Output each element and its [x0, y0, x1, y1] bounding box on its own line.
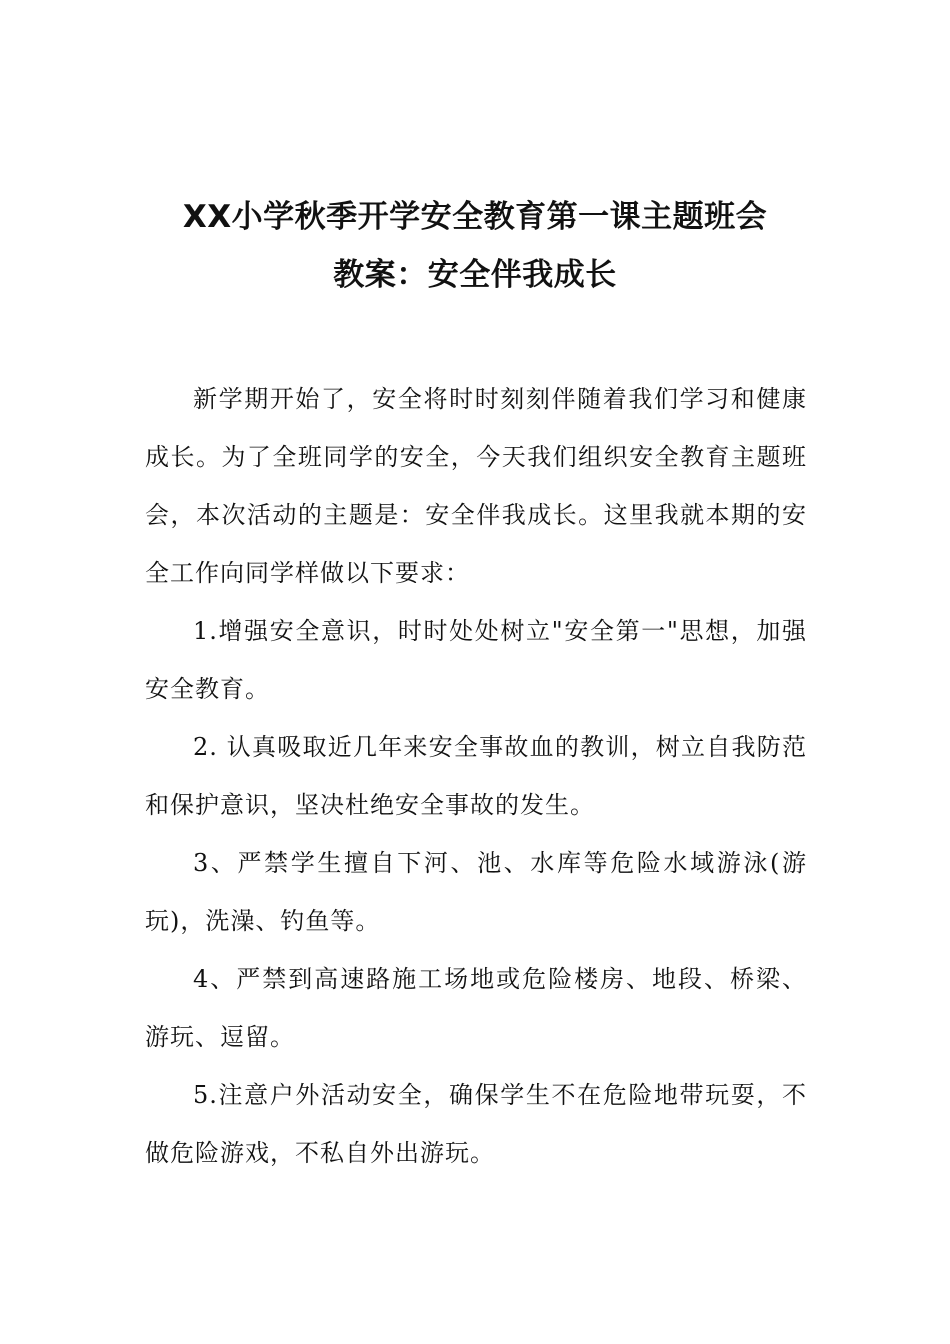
- requirement-item-5: 5.注意户外活动安全，确保学生不在危险地带玩耍，不做危险游戏，不私自外出游玩。: [145, 1081, 807, 1167]
- title-line-1: XX小学秋季开学安全教育第一课主题班会: [182, 199, 768, 235]
- requirement-item-2: 2. 认真吸取近几年来安全事故血的教训，树立自我防范和保护意识，坚决杜绝安全事故的发生。: [145, 733, 807, 819]
- requirement-item-1: 1.增强安全意识，时时处处树立"安全第一"思想，加强安全教育。: [145, 617, 807, 703]
- document-title: [100, 188, 850, 304]
- requirement-item-3: 3、严禁学生擅自下河、池、水库等危险水域游泳(游玩)，洗澡、钓鱼等。: [145, 849, 807, 935]
- intro-paragraph: 新学期开始了，安全将时时刻刻伴随着我们学习和健康成长。为了全班同学的安全，今天我们组织安全教育主题班会，本次活动的主题是：安全伴我成长。这里我就本期的安全工作向同学样做以下要求：: [145, 385, 807, 587]
- requirement-item-4: 4、严禁到高速路施工场地或危险楼房、地段、桥梁、游玩、逗留。: [145, 965, 807, 1051]
- document-body: [145, 370, 807, 1182]
- title-line-2: 教案：安全伴我成长: [333, 257, 617, 293]
